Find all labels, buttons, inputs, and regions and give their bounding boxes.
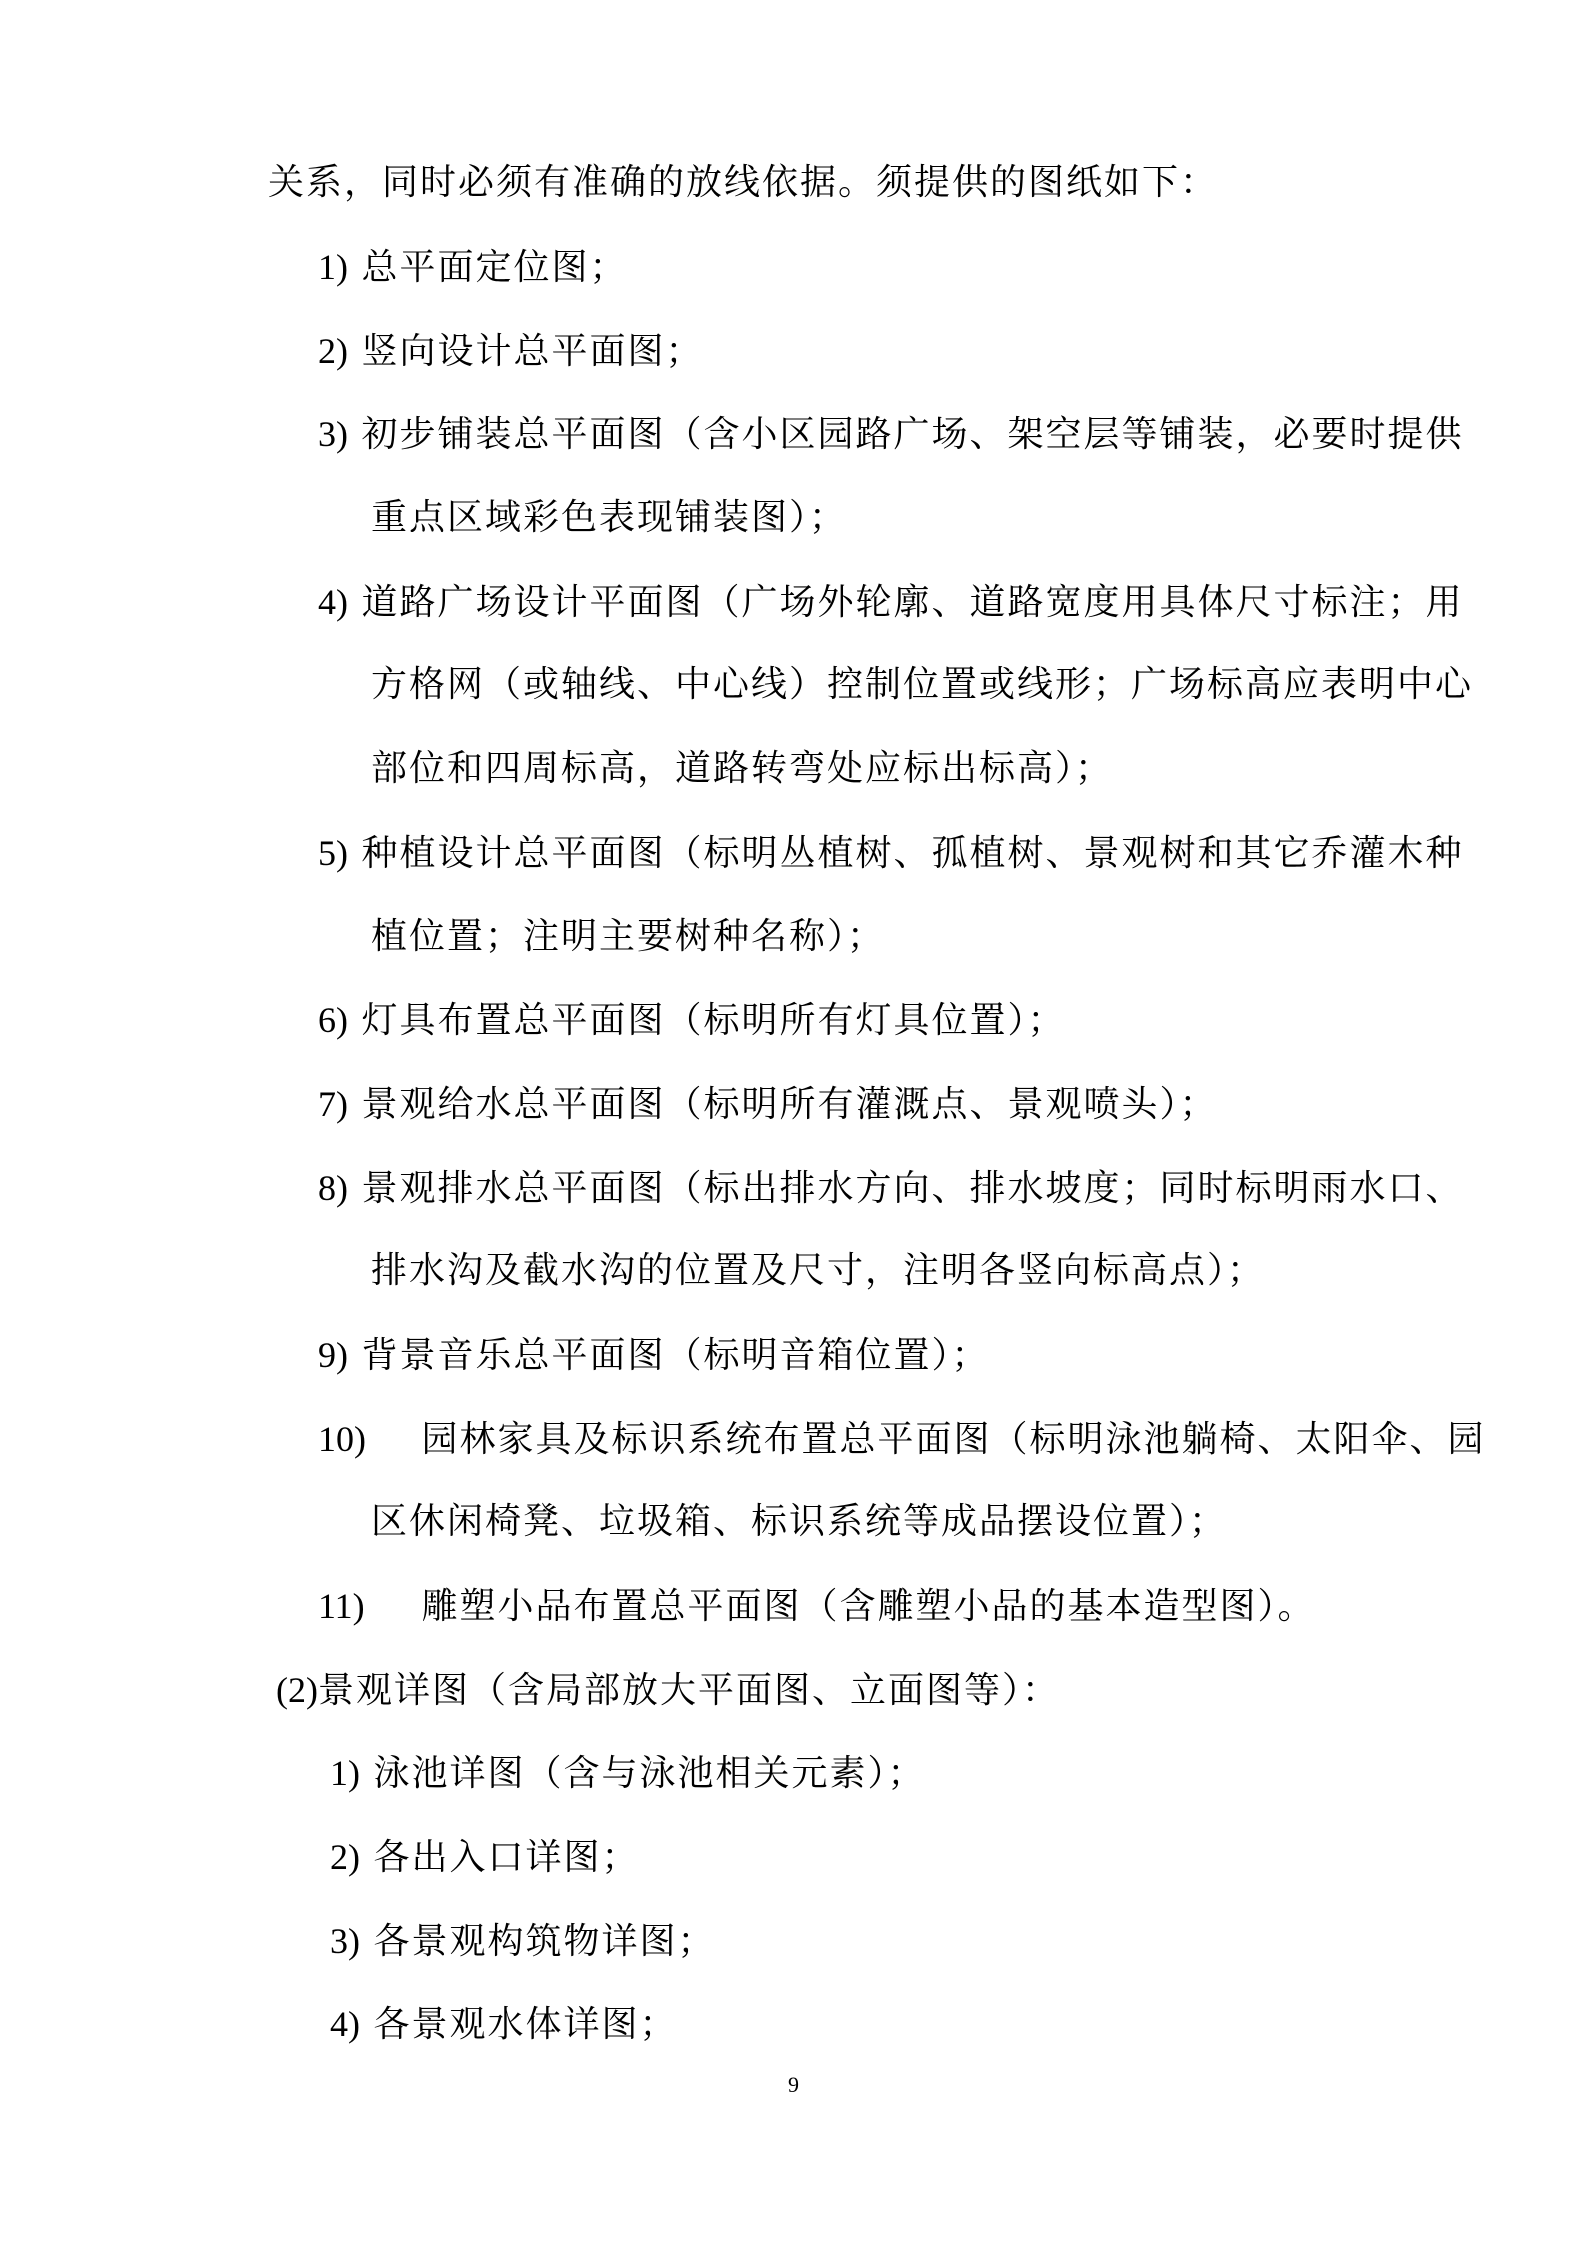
item-number: 4) (318, 582, 348, 622)
list-item-continuation: 重点区域彩色表现铺装图）； (371, 497, 848, 538)
list-item (318, 1164, 1463, 1213)
item-number: 10) (318, 1419, 366, 1459)
item-text: 背景音乐总平面图（标明音箱位置）； (361, 1335, 990, 1376)
section-number: (2) (276, 1670, 318, 1710)
item-text: 道路广场设计平面图（广场外轮廓、道路宽度用具体尺寸标注；用 (361, 582, 1464, 623)
list-item (318, 327, 703, 376)
item-text: 雕塑小品布置总平面图（含雕塑小品的基本造型图）。 (421, 1586, 1316, 1627)
list-item-continuation: 方格网（或轴线、中心线）控制位置或线形；广场标高应表明中心 (371, 664, 1474, 705)
list-item-continuation: 区休闲椅凳、垃圾箱、标识系统等成品摆设位置）； (371, 1501, 1228, 1542)
list-item (318, 1080, 1217, 1129)
list-item (318, 578, 1463, 627)
list-item-continuation: 植位置；注明主要树种名称）； (371, 916, 886, 957)
page-number: 9 (788, 2072, 799, 2097)
item-text: 各景观水体详图； (373, 2004, 678, 2045)
item-number: 11) (318, 1586, 365, 1626)
item-text: 竖向设计总平面图； (361, 331, 704, 372)
item-text: 总平面定位图； (361, 247, 628, 288)
list-item (318, 410, 1463, 459)
item-number: 6) (318, 1000, 348, 1040)
list-item (318, 1415, 1485, 1464)
item-number: 9) (318, 1335, 348, 1375)
list-item-continuation: 排水沟及截水沟的位置及尺寸，注明各竖向标高点）； (371, 1250, 1266, 1291)
item-text: 初步铺装总平面图（含小区园路广场、架空层等铺装，必要时提供 (361, 414, 1464, 455)
item-number: 1) (330, 1753, 360, 1793)
item-number: 3) (318, 414, 348, 454)
section-title: 景观详图（含局部放大平面图、立面图等）： (317, 1670, 1060, 1711)
sub-list-item (330, 2000, 677, 2049)
item-text: 泳池详图（含与泳池相关元素）； (373, 1753, 926, 1794)
item-text: 各出入口详图； (373, 1837, 640, 1878)
list-item (318, 829, 1463, 878)
sub-list-item (330, 1749, 925, 1798)
item-text: 景观排水总平面图（标出排水方向、排水坡度；同时标明雨水口、 (361, 1168, 1464, 1209)
list-item (318, 243, 627, 292)
item-text: 灯具布置总平面图（标明所有灯具位置）； (361, 1000, 1066, 1041)
list-item-continuation: 部位和四周标高，道路转弯处应标出标高）； (371, 748, 1114, 789)
list-item (318, 1331, 989, 1380)
sub-list-item (330, 1833, 639, 1882)
item-number: 3) (330, 1921, 360, 1961)
item-text: 种植设计总平面图（标明丛植树、孤植树、景观树和其它乔灌木种 (361, 833, 1464, 874)
intro-line: 关系，同时必须有准确的放线依据。须提供的图纸如下： (268, 162, 1219, 203)
section-heading (276, 1666, 1060, 1715)
item-number: 5) (318, 833, 348, 873)
list-item (318, 996, 1065, 1045)
item-text: 景观给水总平面图（标明所有灌溉点、景观喷头）； (361, 1084, 1218, 1125)
item-text: 各景观构筑物详图； (373, 1921, 716, 1962)
item-number: 7) (318, 1084, 348, 1124)
item-number: 4) (330, 2004, 360, 2044)
item-number: 2) (330, 1837, 360, 1877)
sub-list-item (330, 1917, 715, 1966)
item-number: 8) (318, 1168, 348, 1208)
item-number: 1) (318, 247, 348, 287)
item-number: 2) (318, 331, 348, 371)
list-item (318, 1582, 1315, 1631)
item-text: 园林家具及标识系统布置总平面图（标明泳池躺椅、太阳伞、园 (421, 1419, 1486, 1460)
